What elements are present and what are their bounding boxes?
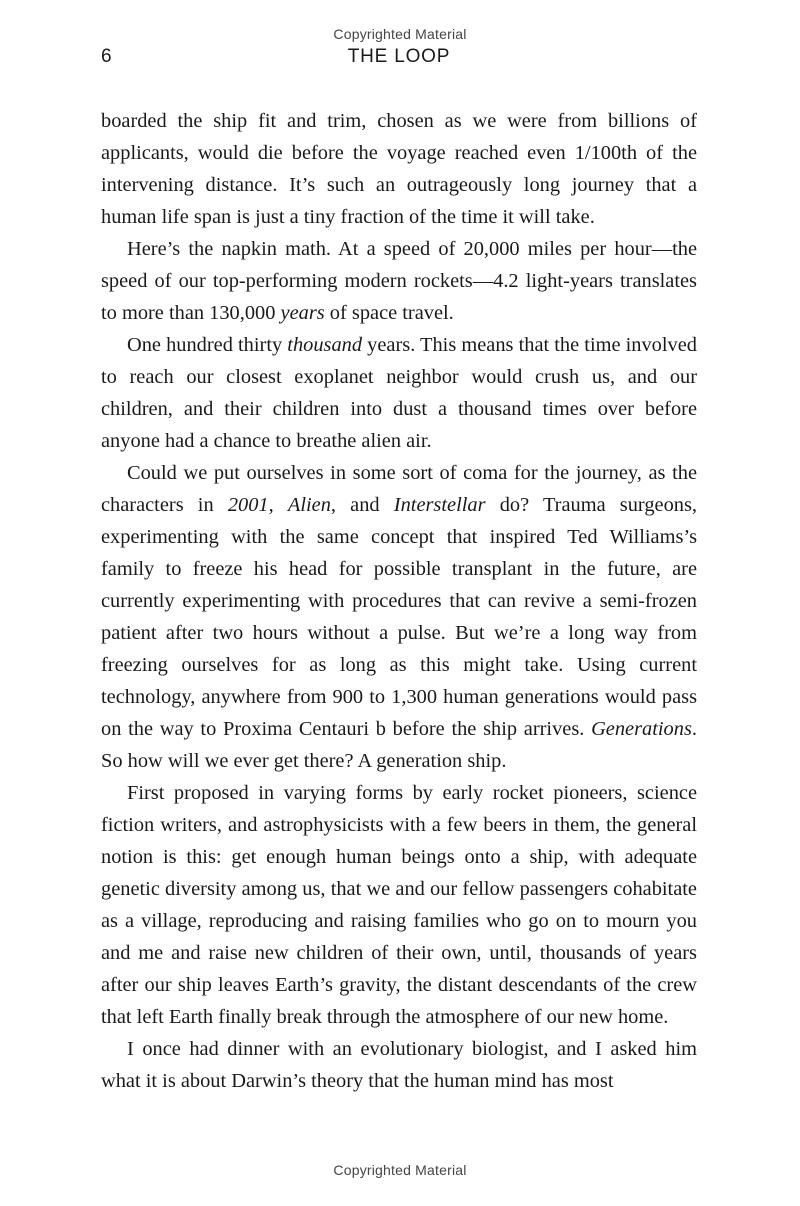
paragraph: [101, 105, 697, 233]
paragraph: [101, 777, 697, 1033]
paragraph: [101, 233, 697, 329]
italic-text: 2001: [227, 494, 269, 516]
italic-text: Generations: [591, 718, 692, 740]
body-text: [101, 105, 697, 1097]
text-run: I once had dinner with an evolutionary biologist, and I asked him what it is about Darwin’s theory that the human mind has most: [101, 1038, 697, 1092]
text-run: . So how will we ever get there? A generation ship.: [101, 718, 697, 772]
text-run: of space travel.: [324, 302, 454, 324]
text-run: One hundred thirty: [127, 334, 288, 356]
text-run: , and: [330, 494, 394, 516]
text-run: ,: [268, 494, 288, 516]
text-run: Could we put ourselves in some sort of coma for the journey, as the characters in: [101, 462, 697, 516]
page-header: [101, 46, 697, 72]
text-run: boarded the ship fit and trim, chosen as we were from billions of applicants, would die before the voyage reached even 1/100th of the intervening distance. It’s such an outrageously long journey that a human life span is just a tiny fraction of the time it will take.: [101, 110, 697, 228]
paragraph: [101, 457, 697, 777]
running-title: THE LOOP: [347, 46, 451, 67]
text-run: do? Trauma surgeons, experimenting with the same concept that inspired Ted Williams’s family to freeze his head for possible transplant in the future, are currently experimenting with procedures that can revive a semi-frozen patient after two hours without a pulse. But we’re a long way from freezing ourselves for as long as this might take. Using current technology, anywhere from 900 to 1,300 human generations would pass on the way to Proxima Centauri b before the ship arrives.: [101, 494, 698, 740]
paragraph: [101, 329, 697, 457]
page-number: 6: [101, 46, 112, 67]
copyright-watermark-bottom: Copyrighted Material: [333, 1162, 467, 1178]
text-run: years. This means that the time involved to reach our closest exoplanet neighbor would crush us, and our children, and their children into dust a thousand times over before anyone had a chance to breathe alien air.: [101, 334, 697, 452]
italic-text: years: [280, 302, 325, 324]
italic-text: thousand: [287, 334, 363, 356]
italic-text: Alien: [287, 494, 331, 516]
text-run: First proposed in varying forms by early rocket pioneers, science fiction writers, and astrophysicists with a few beers in them, the general notion is this: get enough human beings onto a ship, with adequate genetic diversity among us, that we and our fellow passengers cohabitate as a village, reproducing and raising families who go on to mourn you and me and raise new children of their own, until, thousands of years after our ship leaves Earth’s gravity, the distant descendants of the crew that left Earth finally break through the atmosphere of our new home.: [101, 782, 697, 1028]
italic-text: Interstellar: [393, 494, 486, 516]
paragraph: [101, 1033, 697, 1097]
copyright-watermark-top: Copyrighted Material: [333, 26, 467, 42]
text-run: Here’s the napkin math. At a speed of 20,000 miles per hour—the speed of our top-performing modern rockets—4.2 light-years translates to more than 130,000: [101, 238, 697, 324]
